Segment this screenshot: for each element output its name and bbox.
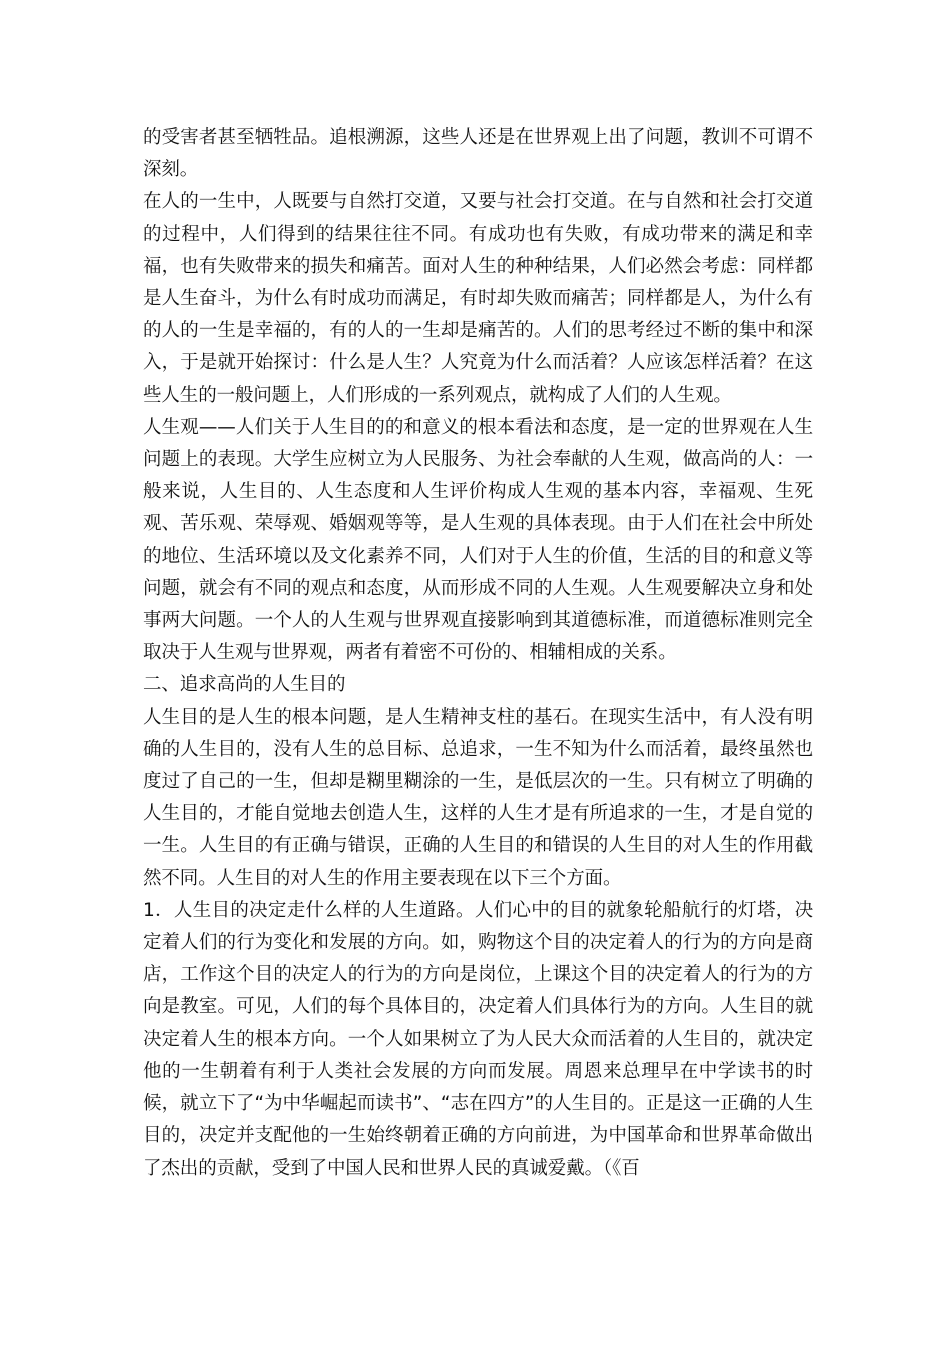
paragraph-life-interaction: 在人的一生中，人既要与自然打交道，又要与社会打交道。在与自然和社会打交道的过程中，人们得到的结果往往不同。有成功也有失败，有成功带来的满足和幸福，也有失败带来的损失和痛苦。面对人生的种种结果，人们必然会考虑：同样都是人生奋斗，为什么有时成功而满足，有时却失败而痛苦；同样都是人，为什么有的人的一生是幸福的，有的人的一生却是痛苦的。人们的思考经过不断的集中和深入，于是就开始探讨：什么是人生？人究竟为什么而活着？人应该怎样活着？在这些人生的一般问题上，人们形成的一系列观点，就构成了人们的人生观。 [143, 191, 813, 406]
paragraph-outlook-definition: 人生观——人们关于人生目的的和意义的根本看法和态度，是一定的世界观在人生问题上的表现。大学生应树立为人民服务、为社会奉献的人生观，做高尚的人：一般来说，人生目的、人生态度和人生评价构成人生观的基本内容，幸福观、生死观、苦乐观、荣辱观、婚姻观等等，是人生观的具体表现。由于人们在社会中所处的地位、生活环境以及文化素养不同，人们对于人生的价值，生活的目的和意义等问题，就会有不同的观点和态度，从而形成不同的人生观。人生观要解决立身和处事两大问题。一个人的人生观与世界观直接影响到其道德标准，而道德标准则完全取决于人生观与世界观，两者有着密不可份的、相辅相成的关系。 [143, 416, 813, 664]
paragraph-continuation: 的受害者甚至牺牲品。追根溯源，这些人还是在世界观上出了问题，教训不可谓不深刻。 [143, 127, 813, 181]
document-body [143, 122, 813, 1185]
paragraph-point-one: 1．人生目的决定走什么样的人生道路。人们心中的目的就象轮船航行的灯塔，决定着人们的行为变化和发展的方向。如，购物这个目的决定着人的行为的方向是商店，工作这个目的决定人的行为的方向是岗位，上课这个目的决定着人的行为的方向是教室。可见，人们的每个具体目的，决定着人们具体行为的方向。人生目的就决定着人生的根本方向。一个人如果树立了为人民大众而活着的人生目的，就决定他的一生朝着有利于人类社会发展的方向而发展。周恩来总理早在中学读书的时候，就立下了“为中华崛起而读书”、“志在四方”的人生目的。正是这一正确的人生目的，决定并支配他的一生始终朝着正确的方向前进，为中国革命和世界革命做出了杰出的贡献，受到了中国人民和世界人民的真诚爱戴。（《百 [143, 899, 813, 1179]
section-heading: 二、追求高尚的人生目的 [143, 674, 346, 696]
paragraph-life-purpose: 人生目的是人生的根本问题，是人生精神支柱的基石。在现实生活中，有人没有明确的人生目的，没有人生的总目标、总追求，一生不知为什么而活着，最终虽然也度过了自己的一生，但却是糊里糊涂的一生，是低层次的一生。只有树立了明确的人生目的，才能自觉地去创造人生，这样的人生才是有所追求的一生，才是自觉的一生。人生目的有正确与错误，正确的人生目的和错误的人生目的对人生的作用截然不同。人生目的对人生的作用主要表现在以下三个方面。 [143, 706, 813, 889]
